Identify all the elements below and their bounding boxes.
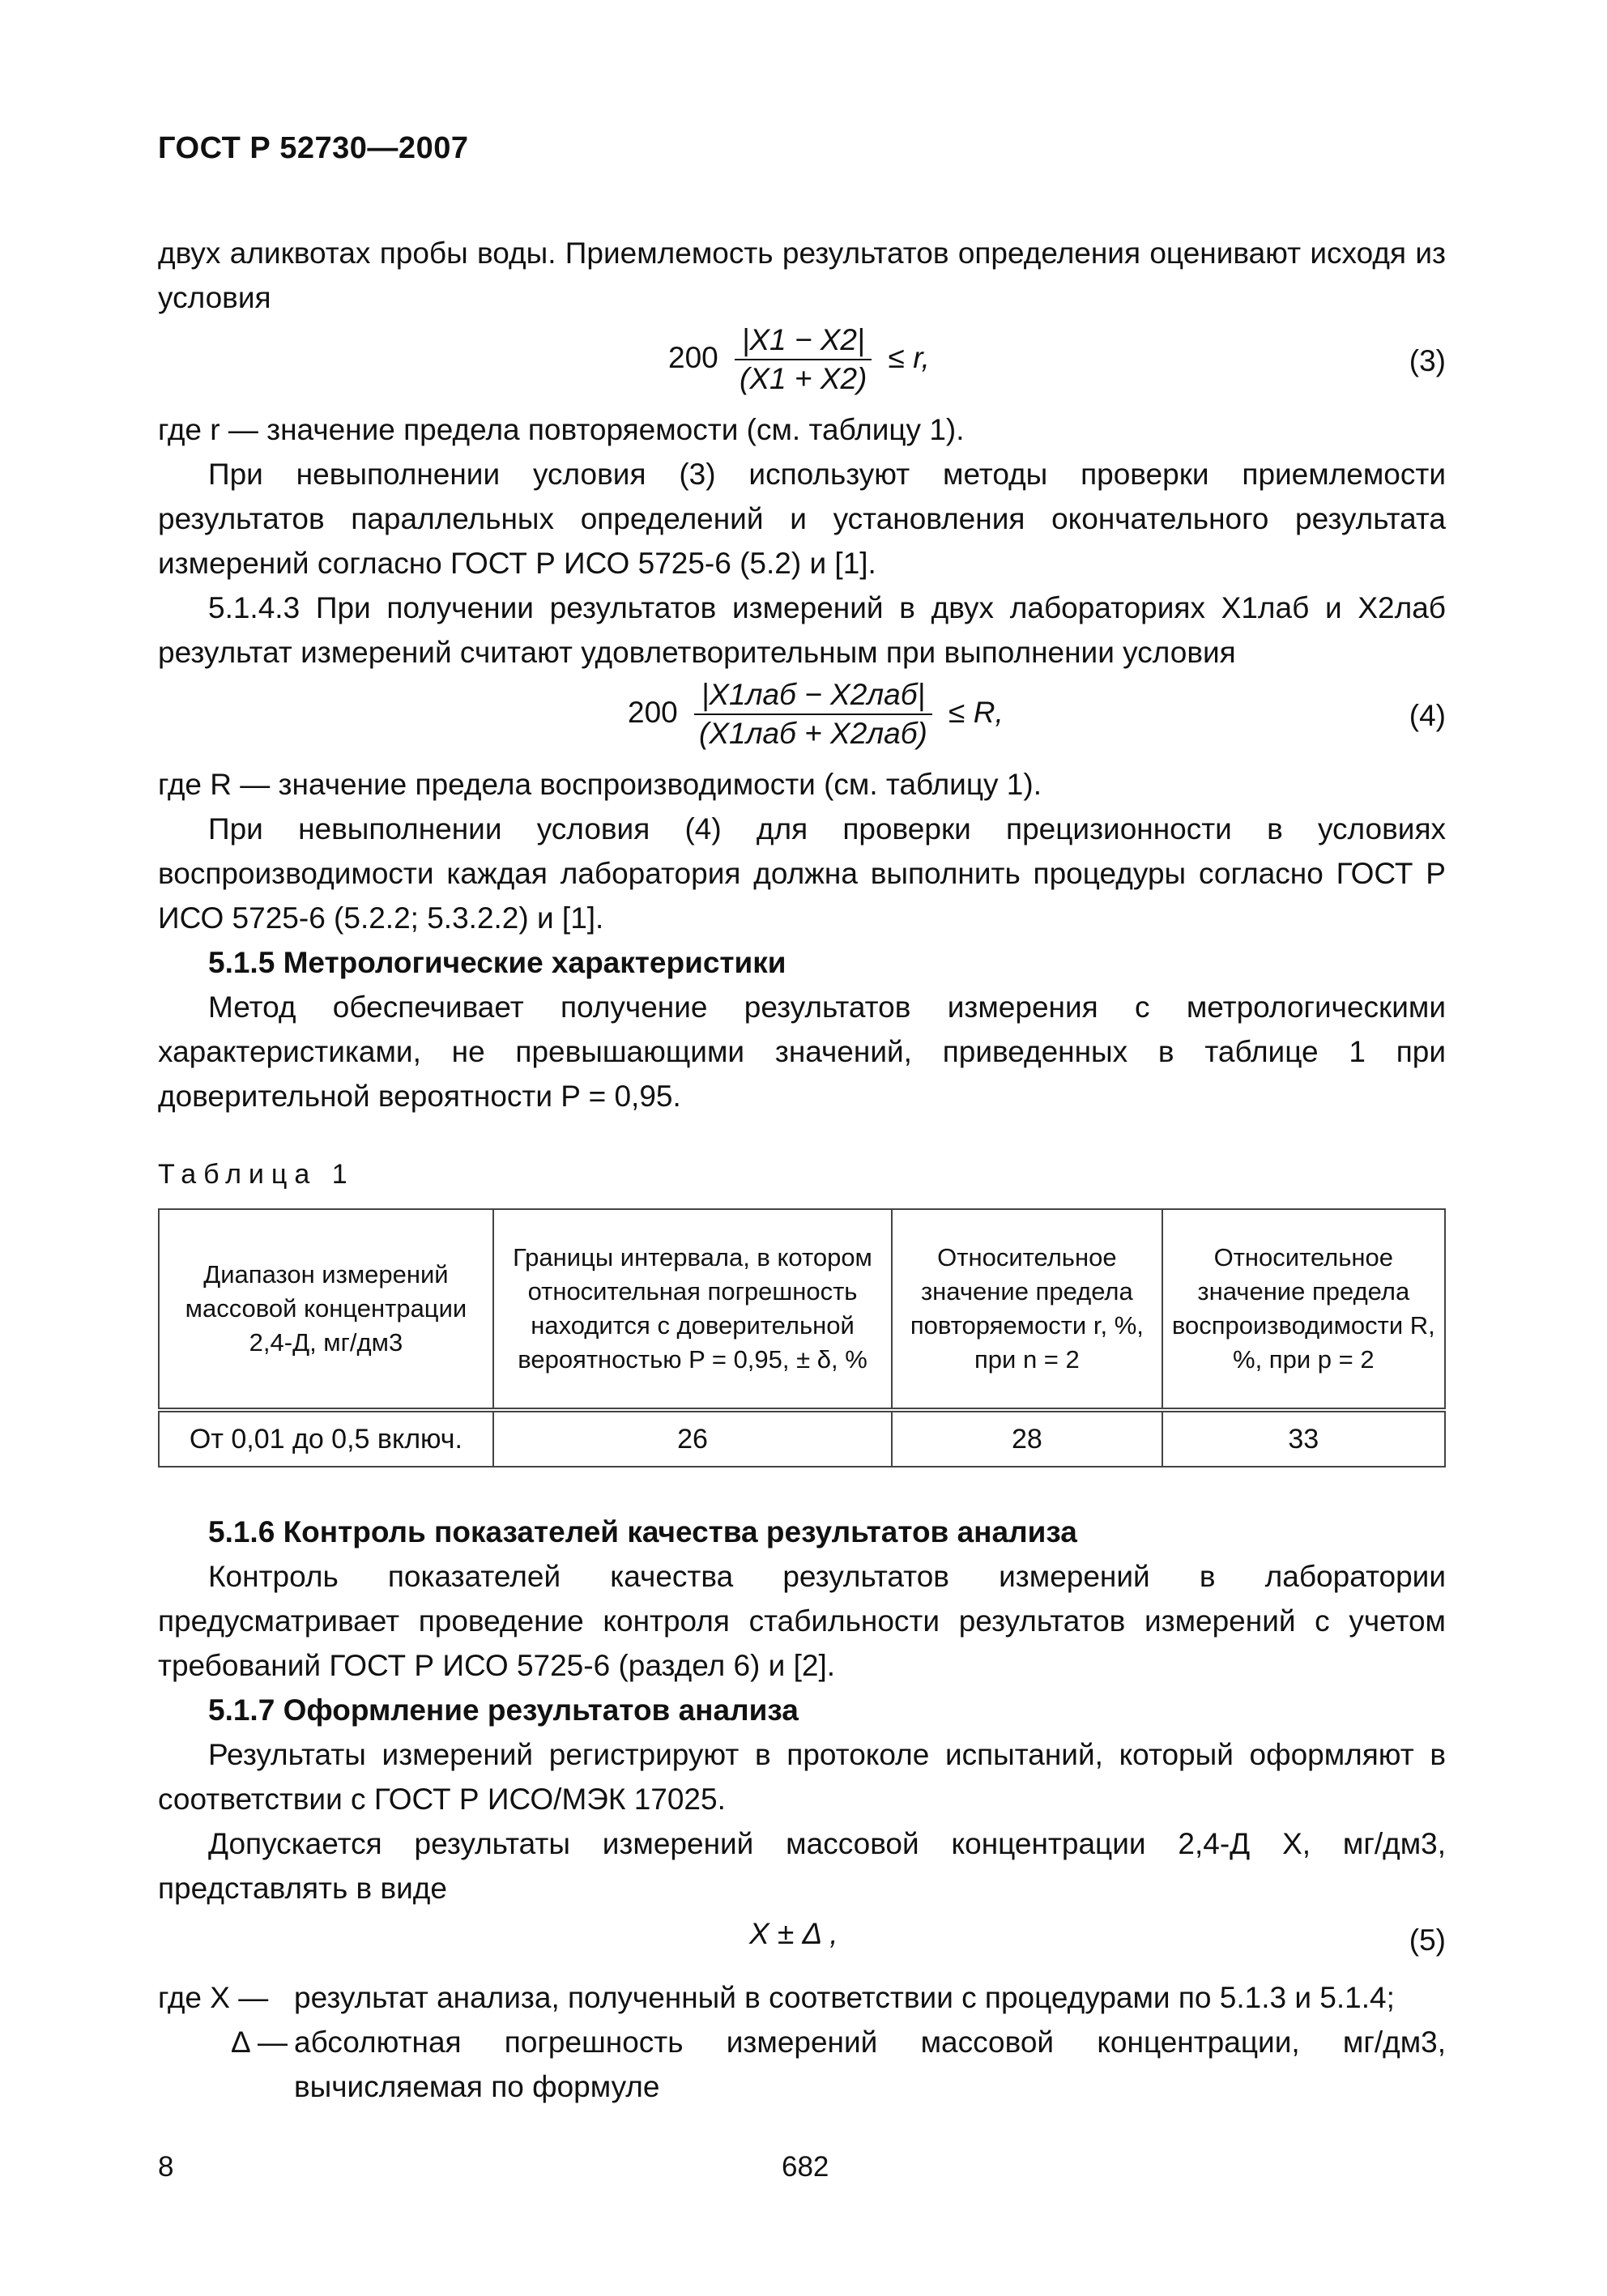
document-header: ГОСТ Р 52730—2007 — [158, 131, 469, 165]
definition-X — [158, 1975, 1446, 2020]
definition-X-text: результат анализа, полученный в соответствии с процедурами по 5.1.3 и 5.1.4; — [294, 1981, 1395, 2014]
paragraph-repeatability-check: При невыполнении условия (3) используют методы проверки приемлемости результатов параллельных определений и установления окончательного результата измерений согласно ГОСТ Р ИСО 5725-6 (5.2) и [1]. — [158, 458, 1446, 580]
table-header-range: Диапазон измерений массовой концентрации 2,4-Д, мг/дм3 — [159, 1209, 493, 1410]
definition-X-symbol: где X — — [158, 1981, 269, 2014]
formula-3-expr — [668, 323, 930, 396]
formula-4-number: (4) — [1409, 699, 1446, 732]
table-header-reproducibility: Относительное значение предела воспроизводимости R, %, при p = 2 — [1162, 1209, 1445, 1410]
paragraph-quality-control: Контроль показателей качества результатов измерений в лаборатории предусматривает проведение контроля стабильности результатов измерений с учетом требований ГОСТ Р ИСО 5725-6 (раздел 6) и [2]. — [158, 1560, 1446, 1682]
paragraph-metrology: Метод обеспечивает получение результатов измерения с метрологическими характеристиками, не превышающими значений, приведенных в таблице 1 при доверительной вероятности P = 0,95. — [158, 990, 1446, 1113]
paragraph-intro: двух аликвотах пробы воды. Приемлемость результатов определения оценивают исходя из условия — [158, 236, 1446, 314]
table-cell-reproducibility: 33 — [1162, 1410, 1445, 1467]
paragraph-result-form: Допускается результаты измерений массовой концентрации 2,4-Д X, мг/дм3, представлять в виде — [158, 1827, 1446, 1905]
paragraph-protocol: Результаты измерений регистрируют в протоколе испытаний, который оформляют в соответствии с ГОСТ Р ИСО/МЭК 17025. — [158, 1738, 1446, 1816]
formula-3-number: (3) — [1409, 344, 1446, 377]
formula-3-denominator: (X1 + X2) — [740, 362, 867, 395]
heading-5-1-6: 5.1.6 Контроль показателей качества результатов анализа — [208, 1515, 1077, 1548]
definition-delta-symbol: Δ — — [231, 2026, 288, 2059]
formula-3-numerator: |X1 − X2| — [735, 323, 872, 360]
definition-r: где r — значение предела повторяемости (см. таблицу 1). — [158, 413, 965, 446]
formula-4-lhs: 200 — [628, 695, 678, 729]
page-number: 8 — [158, 2151, 174, 2183]
definition-delta-text: абсолютная погрешность измерений массовой концентрации, мг/дм3, вычисляемая по формуле — [294, 2026, 1446, 2103]
table-1 — [158, 1208, 1446, 1467]
formula-4-numerator: |X1лаб − X2лаб| — [694, 678, 932, 715]
formula-4-fraction — [694, 678, 932, 751]
table-cell-repeatability: 28 — [892, 1410, 1162, 1467]
formula-3 — [158, 320, 1446, 407]
formula-5-number: (5) — [1409, 1923, 1446, 1957]
table-caption: Таблица 1 — [158, 1159, 355, 1190]
table-header-row — [159, 1209, 1445, 1410]
formula-4 — [158, 675, 1446, 762]
table-header-repeatability: Относительное значение предела повторяемости r, %, при n = 2 — [892, 1209, 1162, 1410]
heading-5-1-5: 5.1.5 Метрологические характеристики — [208, 946, 786, 979]
formula-5-expr: X ± Δ , — [749, 1917, 838, 1950]
formula-4-denominator: (X1лаб + X2лаб) — [699, 717, 927, 750]
definition-delta — [158, 2020, 1446, 2109]
page-body — [158, 231, 1446, 2109]
table-row — [159, 1410, 1445, 1467]
table-cell-error: 26 — [493, 1410, 892, 1467]
formula-4-rhs: ≤ R, — [948, 695, 1004, 729]
formula-3-fraction — [735, 323, 872, 396]
formula-5 — [158, 1910, 1446, 1975]
formula-3-lhs: 200 — [668, 340, 718, 374]
sheet-number: 682 — [782, 2151, 829, 2183]
definition-R: где R — значение предела воспроизводимости (см. таблицу 1). — [158, 768, 1042, 801]
paragraph-reproducibility-check: При невыполнении условия (4) для проверки прецизионности в условиях воспроизводимости каждая лаборатория должна выполнить процедуры согласно ГОСТ Р ИСО 5725-6 (5.2.2; 5.3.2.2) и [1]. — [158, 812, 1446, 935]
paragraph-5-1-4-3: 5.1.4.3 При получении результатов измерений в двух лабораториях X1лаб и X2лаб результат измерений считают удовлетворительным при выполнении условия — [158, 591, 1446, 669]
table-header-error: Границы интервала, в котором относительная погрешность находится с доверительной вероятностью P = 0,95, ± δ, % — [493, 1209, 892, 1410]
formula-3-rhs: ≤ r, — [888, 340, 930, 374]
formula-4-expr — [628, 678, 1004, 751]
table-cell-range: От 0,01 до 0,5 включ. — [159, 1410, 493, 1467]
heading-5-1-7: 5.1.7 Оформление результатов анализа — [208, 1693, 799, 1727]
